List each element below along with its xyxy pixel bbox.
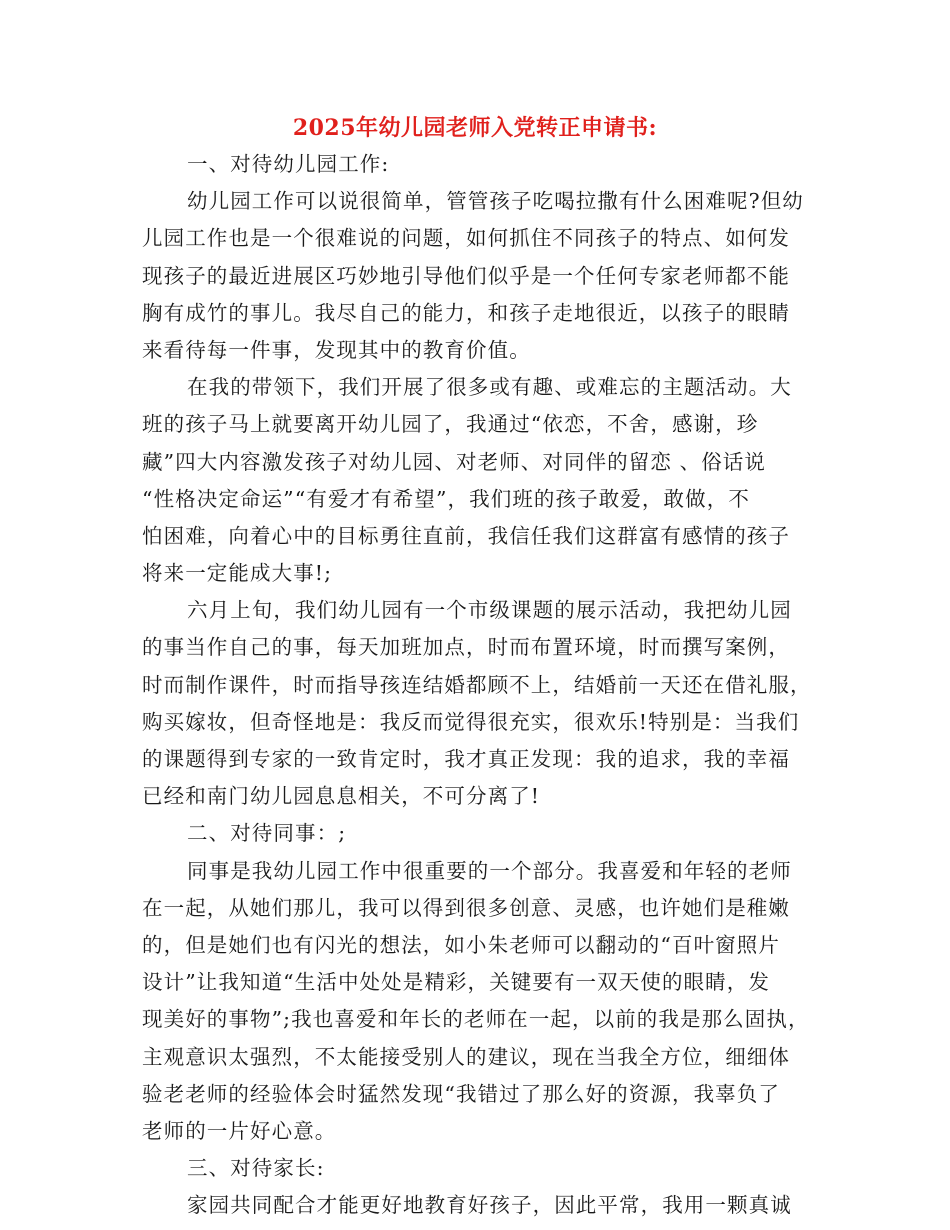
text-line: 已经和南门幼儿园息息相关，不可分离了! xyxy=(142,784,541,809)
text-line: 购买嫁妆，但奇怪地是：我反而觉得很充实，很欢乐!特别是：当我们 xyxy=(142,709,800,734)
text-line: 三、对待家长: xyxy=(187,1156,325,1181)
document-body xyxy=(142,146,812,1224)
text-line: 儿园工作也是一个很难说的问题，如何抓住不同孩子的特点、如何发 xyxy=(142,226,790,251)
text-line: 时而制作课件，时而指导孩连结婚都顾不上，结婚前一天还在借礼服， xyxy=(142,672,812,697)
text-line: 设计”让我知道“生活中处处是精彩，关键要有一双天使的眼睛，发 xyxy=(142,970,770,995)
text-line: 的课题得到专家的一致肯定时，我才真正发现：我的追求，我的幸福 xyxy=(142,747,790,771)
text-line: 的，但是她们也有闪光的想法，如小朱老师可以翻动的“百叶窗照片 xyxy=(142,932,780,957)
text-line: 现孩子的最近进展区巧妙地引导他们似乎是一个任何专家老师都不能 xyxy=(142,263,790,288)
text-line: 主观意识太强烈，不太能接受别人的建议，现在当我全方位，细细体 xyxy=(142,1044,790,1069)
text-line: 怕困难，向着心中的目标勇往直前，我信任我们这群富有感情的孩子 xyxy=(142,523,790,548)
text-line: 家园共同配合才能更好地教育好孩子，因此平常，我用一颗真诚 xyxy=(187,1193,792,1218)
text-line: “性格决定命运”“有爱才有希望”，我们班的孩子敢爱，敢做，不 xyxy=(142,486,750,511)
text-line: 同事是我幼儿园工作中很重要的一个部分。我喜爱和年轻的老师 xyxy=(187,858,792,883)
text-line: 来看待每一件事，发现其中的教育价值。 xyxy=(142,337,531,362)
text-line: 幼儿园工作可以说很简单，管管孩子吃喝拉撒有什么困难呢?但幼 xyxy=(187,189,804,214)
text-line: 一、对待幼儿园工作: xyxy=(187,152,390,176)
document-title: 2025年幼儿园老师入党转正申请书: xyxy=(292,115,658,141)
text-line: 现美好的事物”;我也喜爱和年长的老师在一起，以前的我是那么固执， xyxy=(142,1007,810,1032)
text-line: 胸有成竹的事儿。我尽自己的能力，和孩子走地很近，以孩子的眼睛 xyxy=(142,300,790,325)
text-line: 在我的带领下，我们开展了很多或有趣、或难忘的主题活动。大 xyxy=(187,375,792,400)
text-line: 老师的一片好心意。 xyxy=(142,1118,337,1143)
text-line: 六月上旬，我们幼儿园有一个市级课题的展示活动，我把幼儿园 xyxy=(187,598,792,623)
text-line: 藏”四大内容激发孩子对幼儿园、对老师、对同伴的留恋 、俗话说 xyxy=(142,449,766,474)
text-line: 将来一定能成大事!; xyxy=(142,561,333,586)
text-line: 在一起，从她们那儿，我可以得到很多创意、灵感，也许她们是稚嫩 xyxy=(142,895,790,920)
text-line: 班的孩子马上就要离开幼儿园了，我通过“依恋，不舍，感谢，珍 xyxy=(142,412,759,437)
text-line: 二、对待同事：; xyxy=(187,821,347,846)
text-line: 的事当作自己的事，每天加班加点，时而布置环境，时而撰写案例， xyxy=(142,635,790,660)
text-line: 验老老师的经验体会时猛然发现“我错过了那么好的资源，我辜负了 xyxy=(142,1081,780,1106)
